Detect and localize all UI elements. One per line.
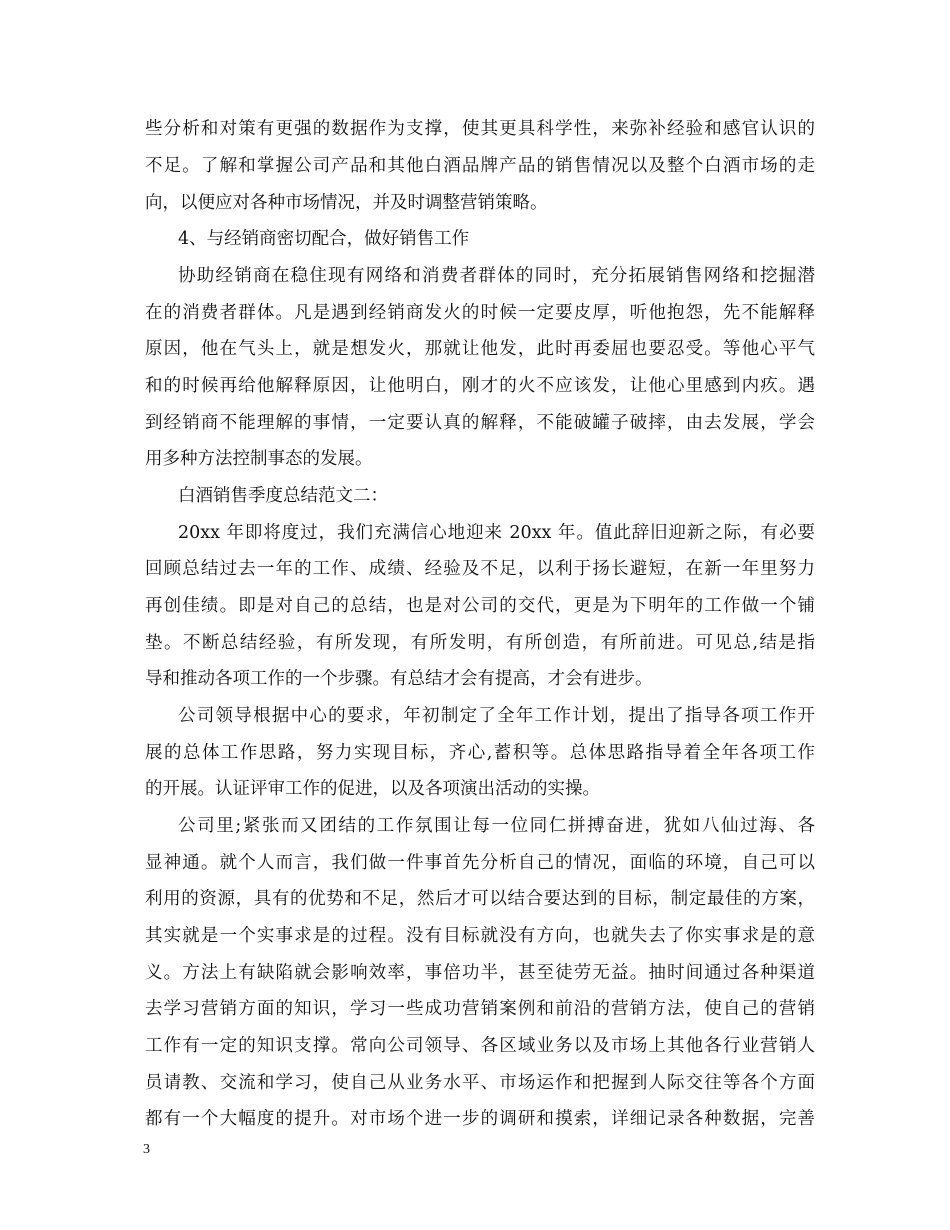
text-line: 的开展。认证评审工作的促进，以及各项演出活动的实操。 bbox=[145, 779, 600, 799]
text-line: 回顾总结过去一年的工作、成绩、经验及不足，以利于扬长避短，在新一年里努力 bbox=[145, 559, 815, 579]
text-line: 到经销商不能理解的事情，一定要认真的解释，不能破罐子破摔，由去发展，学会 bbox=[145, 413, 815, 433]
text-line: 义。方法上有缺陷就会影响效率，事倍功半，甚至徒劳无益。抽时间通过各种渠道 bbox=[145, 963, 815, 983]
text-line: 利用的资源，具有的优势和不足，然后才可以结合要达到的目标，制定最佳的方案， bbox=[145, 889, 815, 909]
text-line: 展的总体工作思路，努力实现目标，齐心,蓄积等。总体思路指导着全年各项工作 bbox=[145, 743, 815, 763]
text-line: 再创佳绩。即是对自己的总结，也是对公司的交代，更是为下明年的工作做一个铺 bbox=[145, 596, 815, 616]
text-line: 和的时候再给他解释原因，让他明白，刚才的火不应该发，让他心里感到内疚。遇 bbox=[145, 376, 815, 396]
page-number: 3 bbox=[143, 1142, 150, 1157]
section-heading: 白酒销售季度总结范文二： bbox=[178, 486, 388, 506]
text-line: 公司里;紧张而又团结的工作氛围让每一位同仁拼搏奋进，犹如八仙过海、各 bbox=[178, 816, 815, 836]
text-line: 垫。不断总结经验，有所发现，有所发明，有所创造，有所前进。可见总,结是指 bbox=[145, 633, 815, 653]
text-line: 协助经销商在稳住现有网络和消费者群体的同时，充分拓展销售网络和挖掘潜 bbox=[178, 266, 815, 286]
text-line: 原因，他在气头上，就是想发火，那就让他发，此时再委屈也要忍受。等他心平气 bbox=[145, 339, 815, 359]
text-line: 不足。了解和掌握公司产品和其他白酒品牌产品的销售情况以及整个白酒市场的走 bbox=[145, 156, 815, 176]
text-line: 向，以便应对各种市场情况，并及时调整营销策略。 bbox=[145, 193, 548, 213]
section-heading: 4、与经销商密切配合，做好销售工作 bbox=[178, 229, 470, 249]
text-line: 工作有一定的知识支撑。常向公司领导、各区域业务以及市场上其他各行业营销人 bbox=[145, 1036, 815, 1056]
text-line: 去学习营销方面的知识，学习一些成功营销案例和前沿的营销方法，使自己的营销 bbox=[145, 999, 815, 1019]
text-line: 其实就是一个实事求是的过程。没有目标就没有方向，也就失去了你实事求是的意 bbox=[145, 926, 815, 946]
text-line: 20xx 年即将度过，我们充满信心地迎来 20xx 年。值此辞旧迎新之际，有必要 bbox=[178, 523, 815, 543]
text-line: 些分析和对策有更强的数据作为支撑，使其更具科学性，来弥补经验和感官认识的 bbox=[145, 119, 815, 139]
text-line: 导和推动各项工作的一个步骤。有总结才会有提高，才会有进步。 bbox=[145, 669, 653, 689]
text-line: 公司领导根据中心的要求，年初制定了全年工作计划，提出了指导各项工作开 bbox=[178, 706, 815, 726]
text-line: 用多种方法控制事态的发展。 bbox=[145, 449, 373, 469]
text-line: 都有一个大幅度的提升。对市场个进一步的调研和摸索，详细记录各种数据，完善 bbox=[145, 1109, 815, 1129]
text-line: 在的消费者群体。凡是遇到经销商发火的时候一定要皮厚，听他抱怨，先不能解释 bbox=[145, 303, 815, 323]
text-line: 员请教、交流和学习，使自己从业务水平、市场运作和把握到人际交往等各个方面 bbox=[145, 1073, 815, 1093]
text-line: 显神通。就个人而言，我们做一件事首先分析自己的情况，面临的环境，自己可以 bbox=[145, 853, 815, 873]
